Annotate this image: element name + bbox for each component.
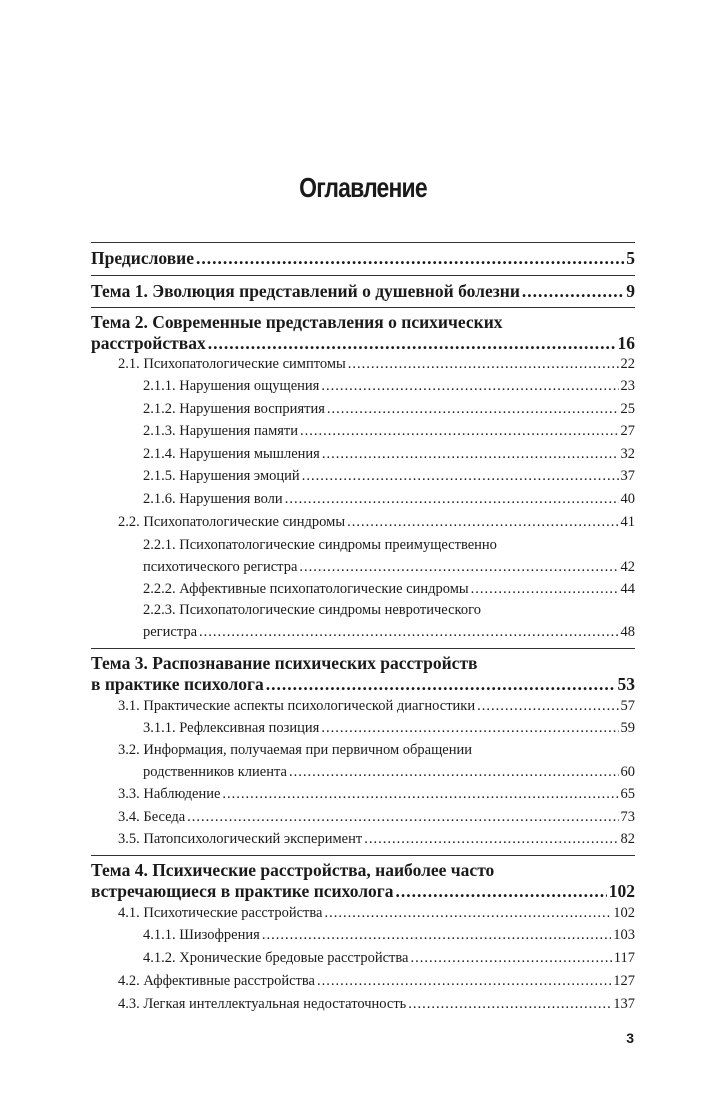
leader-dots: [289, 764, 619, 781]
toc-entry-title: 2.1. Психопатологические симптомы: [118, 356, 346, 372]
page-title: Оглавление: [299, 172, 427, 203]
divider: [91, 648, 635, 649]
leader-dots: [364, 831, 618, 848]
toc-entry-title: психотического регистра: [143, 559, 298, 575]
toc-entry-title: 2.1.1. Нарушения ощущения: [143, 378, 320, 394]
toc-entry-topic-3[interactable]: [91, 674, 635, 695]
leader-dots: [199, 624, 618, 641]
leader-dots: [327, 401, 619, 418]
toc-entry-page: 53: [617, 674, 635, 694]
toc-entry-2-2-3-line1: 2.2.3. Психопатологические синдромы невротического: [143, 602, 481, 618]
toc-entry-2-2-2[interactable]: [143, 581, 635, 598]
toc-entry-page: 102: [608, 881, 635, 901]
divider: [91, 307, 635, 308]
toc-entry-2-1-2[interactable]: [143, 401, 635, 418]
toc-entry-title: 2.1.5. Нарушения эмоций: [143, 468, 300, 484]
toc-entry-3-5[interactable]: [118, 831, 635, 848]
toc-entry-title: встречающиеся в практике психолога: [91, 881, 394, 901]
toc-entry-page: 117: [613, 950, 635, 966]
toc-entry-page: 32: [620, 446, 635, 462]
toc-entry-title: 2.2. Психопатологические синдромы: [118, 514, 346, 530]
toc-entry-title: 3.4. Беседа: [118, 809, 186, 825]
toc-entry-3-4[interactable]: [118, 809, 635, 826]
toc-entry-title: 4.3. Легкая интеллектуальная недостаточность: [118, 996, 407, 1012]
toc-entry-title: 4.1.2. Хронические бредовые расстройства: [143, 950, 409, 966]
toc-entry-3-1-1[interactable]: [143, 720, 635, 737]
toc-entry-2-1-4[interactable]: [143, 446, 635, 463]
toc-entry-page: 41: [620, 514, 635, 530]
toc-entry-2-2-3[interactable]: [143, 624, 635, 641]
toc-entry-page: 59: [620, 720, 635, 736]
toc-entry-page: 60: [620, 764, 635, 780]
toc-entry-topic-4[interactable]: [91, 881, 635, 902]
toc-entry-title: 2.1.3. Нарушения памяти: [143, 423, 299, 439]
toc-entry-page: 137: [613, 996, 635, 1012]
leader-dots: [321, 378, 618, 395]
leader-dots: [522, 281, 624, 302]
toc-entry-2-1[interactable]: [118, 356, 635, 373]
leader-dots: [347, 514, 618, 531]
toc-entry-topic-2-line1: Тема 2. Современные представления о психических: [91, 312, 503, 332]
toc-entry-page: 44: [620, 581, 635, 597]
toc-entry-4-1[interactable]: [118, 905, 635, 922]
leader-dots: [410, 950, 611, 967]
toc-entry-topic-2[interactable]: [91, 333, 635, 354]
toc-entry-title: 2.1.2. Нарушения восприятия: [143, 401, 325, 417]
divider: [91, 855, 635, 856]
toc-entry-4-1-1[interactable]: [143, 927, 635, 944]
leader-dots: [196, 248, 624, 269]
toc-entry-2-2-1-line1: 2.2.1. Психопатологические синдромы преимущественно: [143, 537, 497, 553]
leader-dots: [208, 333, 616, 354]
toc-entry-2-1-1[interactable]: [143, 378, 635, 395]
toc-entry-title: 2.1.4. Нарушения мышления: [143, 446, 320, 462]
toc-entry-page: 82: [620, 831, 635, 847]
toc-entry-4-3[interactable]: [118, 996, 635, 1013]
toc-entry-title: 4.1. Психотические расстройства: [118, 905, 323, 921]
leader-dots: [222, 786, 618, 803]
toc-entry-3-2-line1: 3.2. Информация, получаемая при первичном обращении: [118, 742, 472, 758]
toc-entry-title: Предисловие: [91, 248, 195, 268]
leader-dots: [266, 674, 616, 695]
leader-dots: [396, 881, 607, 902]
toc-entry-page: 127: [613, 973, 635, 989]
toc-entry-page: 25: [620, 401, 635, 417]
toc-entry-page: 65: [620, 786, 635, 802]
leader-dots: [302, 468, 619, 485]
toc-entry-topic-1[interactable]: [91, 281, 635, 302]
page-number: 3: [626, 1030, 634, 1046]
toc-entry-page: 23: [620, 378, 635, 394]
toc-entry-page: 103: [613, 927, 635, 943]
toc-entry-4-2[interactable]: [118, 973, 635, 990]
toc-entry-title: родственников клиента: [143, 764, 287, 780]
toc-entry-page: 37: [620, 468, 635, 484]
toc-entry-title: 4.1.1. Шизофрения: [143, 927, 260, 943]
toc-entry-page: 42: [620, 559, 635, 575]
leader-dots: [300, 423, 618, 440]
toc-entry-page: 27: [620, 423, 635, 439]
toc-entry-2-2-1[interactable]: [143, 559, 635, 576]
toc-entry-title: 2.2.2. Аффективные психопатологические синдромы: [143, 581, 469, 597]
toc-entry-title: 3.3. Наблюдение: [118, 786, 221, 802]
toc-entry-3-1[interactable]: [118, 698, 635, 715]
toc-entry-page: 5: [626, 248, 635, 268]
toc-entry-page: 9: [626, 281, 635, 301]
leader-dots: [322, 446, 619, 463]
toc-entry-2-1-5[interactable]: [143, 468, 635, 485]
toc-entry-page: 48: [620, 624, 635, 640]
leader-dots: [187, 809, 618, 826]
toc-entry-topic-4-line1: Тема 4. Психические расстройства, наиболее часто: [91, 860, 495, 880]
leader-dots: [321, 720, 618, 737]
toc-entry-page: 40: [620, 491, 635, 507]
toc-entry-page: 22: [620, 356, 635, 372]
leader-dots: [471, 581, 619, 598]
toc-entry-4-1-2[interactable]: [143, 950, 635, 967]
toc-entry-title: в практике психолога: [91, 674, 264, 694]
toc-entry-title: 4.2. Аффективные расстройства: [118, 973, 315, 989]
toc-entry-title: 2.1.6. Нарушения воли: [143, 491, 283, 507]
toc-entry-page: 102: [613, 905, 635, 921]
toc-entry-title: регистра: [143, 624, 198, 640]
toc-entry-title: 3.5. Патопсихологический эксперимент: [118, 831, 363, 847]
toc-entry-topic-3-line1: Тема 3. Распознавание психических расстройств: [91, 653, 478, 673]
leader-dots: [285, 491, 619, 508]
toc-entry-3-2[interactable]: [143, 764, 635, 781]
toc-entry-page: 57: [620, 698, 635, 714]
leader-dots: [317, 973, 611, 990]
toc-entry-2-2[interactable]: [118, 514, 635, 531]
toc-entry-title: 3.1. Практические аспекты психологической диагностики: [118, 698, 476, 714]
toc-entry-preface[interactable]: [91, 248, 635, 269]
toc-entry-title: Тема 1. Эволюция представлений о душевной болезни: [91, 281, 520, 301]
leader-dots: [324, 905, 611, 922]
toc-entry-page: 16: [617, 333, 635, 353]
toc-entry-2-1-6[interactable]: [143, 491, 635, 508]
leader-dots: [348, 356, 619, 373]
divider: [91, 275, 635, 276]
leader-dots: [262, 927, 611, 944]
divider: [91, 242, 635, 243]
toc-entry-page: 73: [620, 809, 635, 825]
leader-dots: [408, 996, 611, 1013]
toc-entry-2-1-3[interactable]: [143, 423, 635, 440]
toc-entry-title: 3.1.1. Рефлексивная позиция: [143, 720, 320, 736]
toc-entry-title: расстройствах: [91, 333, 206, 353]
leader-dots: [477, 698, 618, 715]
toc-entry-3-3[interactable]: [118, 786, 635, 803]
leader-dots: [299, 559, 618, 576]
